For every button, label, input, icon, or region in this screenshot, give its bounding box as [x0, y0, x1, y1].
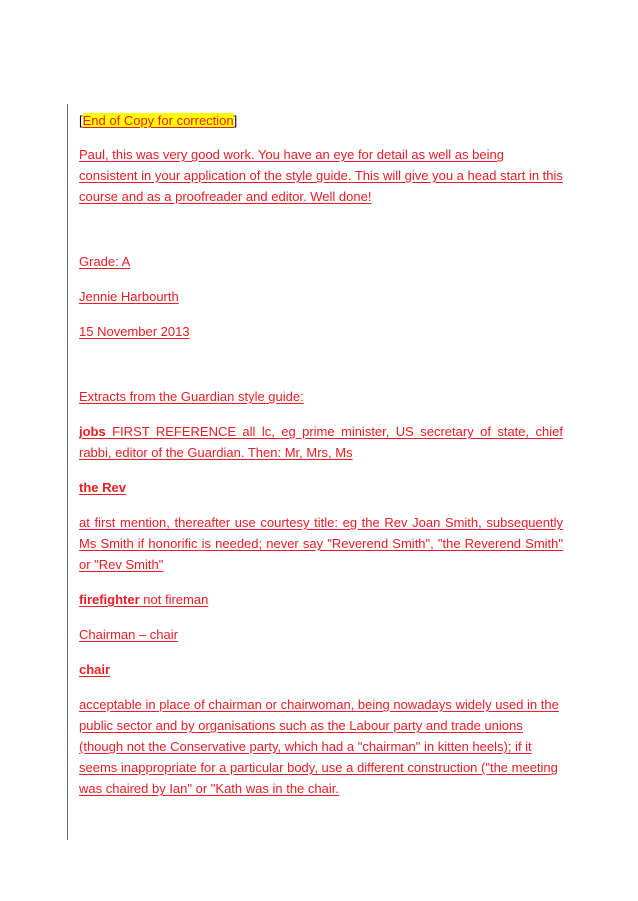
entry-chairman-line: Chairman – chair: [79, 627, 178, 642]
document-body: [79, 110, 563, 813]
marker-close-bracket: ]: [233, 113, 238, 128]
entry-jobs-text: FIRST REFERENCE all lc, eg prime minister, US secretary of state, chief rabbi, editor of the Guardian. Then: Mr, Mrs, Ms: [79, 424, 563, 460]
entry-firefighter: [79, 589, 563, 610]
entry-chair-text: acceptable in place of chairman or chairwoman, being nowadays widely used in the public sector and by organisations such as the Labour party and trade unions (though not the Conservative party, which had a "chairman" in kitten heels); if it seems inappropriate for a particular body, use a different construction ("the meeting was chaired by Ian" or "Kath was in the chair.: [79, 697, 559, 796]
entry-jobs: [79, 421, 563, 463]
entry-jobs-term: jobs: [79, 424, 106, 439]
revision-change-bar: [67, 104, 68, 840]
end-of-copy-marker: [79, 110, 563, 131]
tutor-name: Jennie Harbourth: [79, 289, 179, 304]
marker-highlighted-text: End of Copy for correction: [82, 113, 234, 128]
entry-rev-term: the Rev: [79, 480, 126, 495]
extracts-heading: Extracts from the Guardian style guide:: [79, 389, 304, 404]
tutor-feedback: Paul, this was very good work. You have an eye for detail as well as being consistent in your application of the style guide. This will give you a head start in this course and as a proofreader and editor. Well done!: [79, 147, 563, 204]
feedback-date: 15 November 2013: [79, 324, 190, 339]
entry-chair-term: chair: [79, 662, 111, 677]
grade-line: Grade: A: [79, 254, 131, 269]
entry-firefighter-text: not fireman: [139, 592, 209, 607]
entry-rev-text: at first mention, thereafter use courtesy title: eg the Rev Joan Smith, subsequently Ms Smith if honorific is needed; never say "Reverend Smith", "the Reverend Smith" or "Rev Smith": [79, 515, 563, 572]
entry-firefighter-term: firefighter: [79, 592, 140, 607]
marker-open-bracket: [: [79, 113, 83, 128]
